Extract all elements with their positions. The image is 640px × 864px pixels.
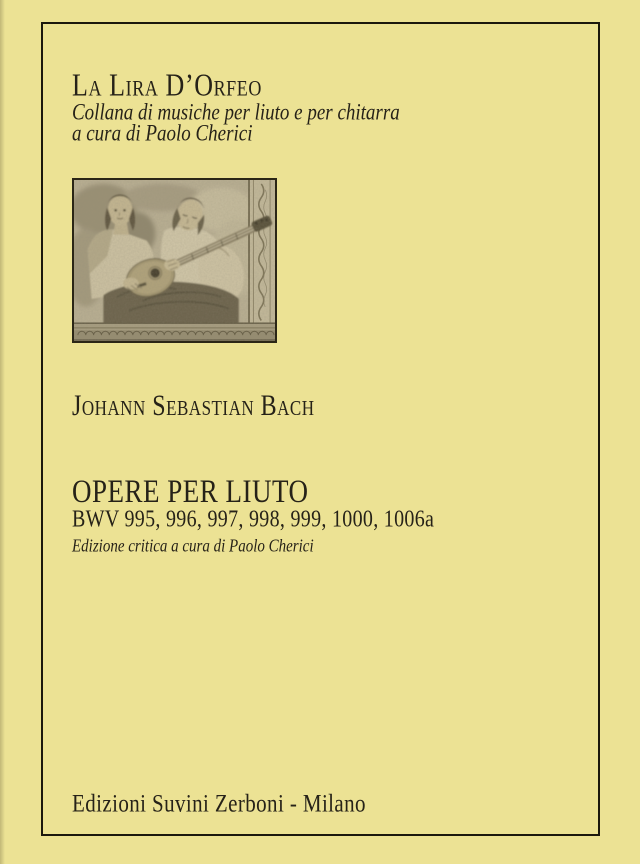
lute-players-engraving [72,178,277,343]
work-title: OPERE PER LIUTO [72,472,309,510]
edition-note: Edizione critica a cura di Paolo Cherici [72,536,314,557]
publisher-imprint: Edizioni Suvini Zerboni - Milano [72,788,366,818]
composer-name: Johann Sebastian Bach [72,390,315,423]
lute-players-engraving-art [74,180,275,341]
series-subtitle: Collana di musiche per liuto e per chitarra [72,99,400,126]
series-title: La Lira D’Orfeo [72,67,262,103]
series-editor: a cura di Paolo Cherici [72,120,253,147]
catalog-numbers: BWV 995, 996, 997, 998, 999, 1000, 1006a [72,505,435,533]
